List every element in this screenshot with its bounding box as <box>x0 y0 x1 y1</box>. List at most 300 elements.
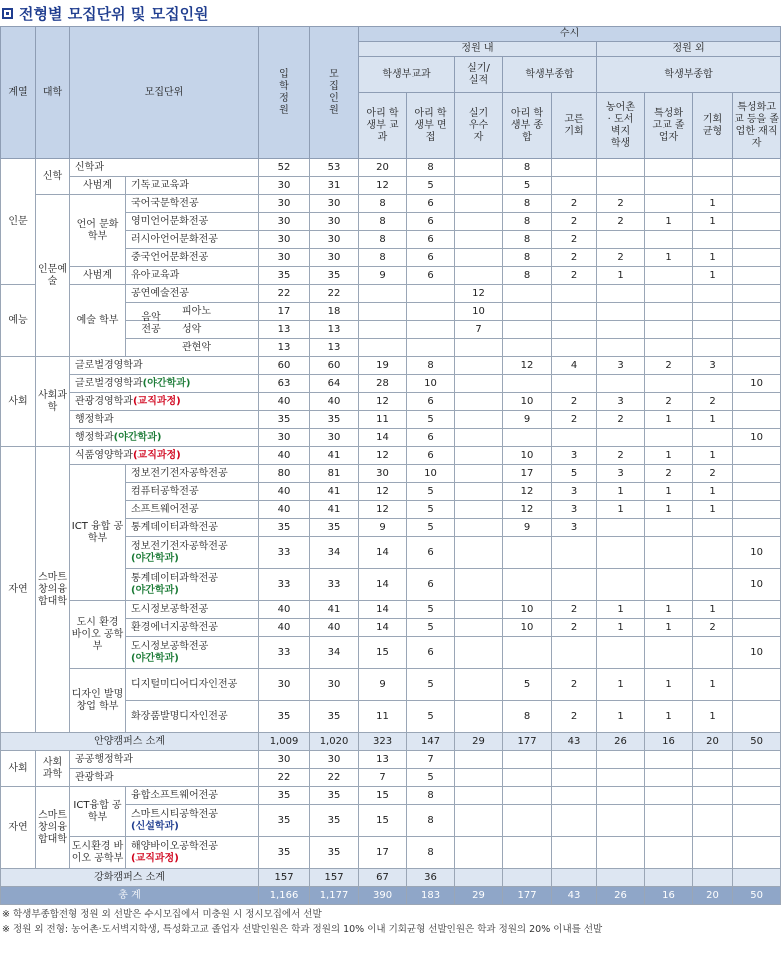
value-cell <box>645 285 693 303</box>
value-cell <box>359 321 407 339</box>
header-hakbu-jonghap-oe: 학생부종합 <box>597 57 781 93</box>
unit-name-text: 국어국문학전공 <box>131 197 199 209</box>
value-cell: 3 <box>552 519 597 537</box>
value-cell <box>455 837 503 869</box>
value-cell <box>733 285 781 303</box>
value-cell: 14 <box>359 429 407 447</box>
table-row <box>1 375 781 393</box>
value-cell <box>693 339 733 357</box>
value-cell <box>552 769 597 787</box>
group-label: 예술 학부 <box>70 285 126 357</box>
value-cell: 1 <box>693 267 733 285</box>
value-cell: 80 <box>259 465 310 483</box>
value-cell <box>597 805 645 837</box>
value-cell <box>455 375 503 393</box>
value-cell <box>552 375 597 393</box>
header-c2: 아리 학생부 면접 <box>407 93 455 159</box>
square-bullet-icon <box>2 8 13 19</box>
value-cell: 9 <box>503 411 552 429</box>
value-cell: 5 <box>407 177 455 195</box>
value-cell: 6 <box>407 447 455 465</box>
value-cell: 13 <box>259 339 310 357</box>
group-label: 사범계 <box>70 177 126 195</box>
value-cell: 60 <box>310 357 359 375</box>
unit-name-text: 기독교교육과 <box>131 179 189 191</box>
unit-name-text: 글로벌경영학과 <box>75 359 143 371</box>
value-cell: 12 <box>503 357 552 375</box>
table-row <box>1 733 781 751</box>
value-cell: 1 <box>645 213 693 231</box>
value-cell: 67 <box>359 869 407 887</box>
value-cell: 1 <box>693 447 733 465</box>
value-cell: 7 <box>359 769 407 787</box>
value-cell: 8 <box>503 267 552 285</box>
value-cell: 3 <box>552 483 597 501</box>
value-cell: 40 <box>259 447 310 465</box>
value-cell <box>503 805 552 837</box>
value-cell: 10 <box>733 537 781 569</box>
value-cell: 18 <box>310 303 359 321</box>
value-cell: 10 <box>733 375 781 393</box>
value-cell <box>733 483 781 501</box>
value-cell <box>552 805 597 837</box>
value-cell: 1 <box>693 601 733 619</box>
value-cell: 35 <box>259 805 310 837</box>
value-cell: 43 <box>552 887 597 905</box>
value-cell: 30 <box>259 751 310 769</box>
unit-tag: (교직과정) <box>132 449 181 461</box>
value-cell: 33 <box>259 569 310 601</box>
value-cell <box>503 429 552 447</box>
unit-name-text: 유아교육과 <box>131 269 180 281</box>
header-c8: 기회 균형 <box>693 93 733 159</box>
header-c3: 실기 우수자 <box>455 93 503 159</box>
value-cell: 6 <box>407 537 455 569</box>
value-cell <box>455 249 503 267</box>
value-cell: 1 <box>597 601 645 619</box>
value-cell: 11 <box>359 411 407 429</box>
value-cell <box>693 429 733 447</box>
value-cell <box>733 339 781 357</box>
value-cell <box>733 619 781 637</box>
value-cell <box>552 303 597 321</box>
value-cell: 52 <box>259 159 310 177</box>
value-cell: 20 <box>359 159 407 177</box>
value-cell <box>597 285 645 303</box>
table-row <box>1 465 781 483</box>
value-cell <box>503 339 552 357</box>
unit-name-text: 화장품발명디자인전공 <box>131 710 228 722</box>
value-cell: 2 <box>552 619 597 637</box>
value-cell: 5 <box>407 769 455 787</box>
unit-name-text: 도시정보공학전공 <box>131 640 209 652</box>
value-cell: 14 <box>359 619 407 637</box>
value-cell: 11 <box>359 701 407 733</box>
value-cell <box>455 769 503 787</box>
unit-tag: (야간학과) <box>131 584 179 596</box>
value-cell <box>645 231 693 249</box>
value-cell: 35 <box>259 267 310 285</box>
value-cell: 41 <box>310 447 359 465</box>
value-cell <box>693 159 733 177</box>
value-cell <box>455 869 503 887</box>
value-cell <box>552 159 597 177</box>
value-cell: 8 <box>407 357 455 375</box>
value-cell: 2 <box>552 411 597 429</box>
value-cell: 1,177 <box>310 887 359 905</box>
value-cell: 10 <box>455 303 503 321</box>
value-cell: 5 <box>407 483 455 501</box>
value-cell: 6 <box>407 195 455 213</box>
group-label: ICT융합 공학부 <box>70 787 126 837</box>
unit-name-text: 신학과 <box>75 161 104 173</box>
value-cell: 30 <box>310 213 359 231</box>
value-cell <box>455 195 503 213</box>
value-cell <box>693 751 733 769</box>
value-cell <box>693 837 733 869</box>
value-cell: 30 <box>310 429 359 447</box>
value-cell <box>597 159 645 177</box>
value-cell <box>455 483 503 501</box>
header-jeongwon-nae: 정원 내 <box>359 42 597 57</box>
unit-name-text: 소프트웨어전공 <box>131 503 199 515</box>
value-cell <box>503 787 552 805</box>
header-ipak: 입학정원 <box>259 27 310 159</box>
value-cell: 33 <box>259 637 310 669</box>
value-cell: 41 <box>310 601 359 619</box>
unit-name-text: 관광경영학과 <box>75 395 133 407</box>
value-cell: 9 <box>359 669 407 701</box>
table-row <box>1 751 781 769</box>
value-cell: 8 <box>407 837 455 869</box>
value-cell <box>455 537 503 569</box>
unit-name <box>126 787 259 805</box>
value-cell: 40 <box>310 619 359 637</box>
value-cell: 30 <box>259 195 310 213</box>
value-cell: 64 <box>310 375 359 393</box>
value-cell: 157 <box>259 869 310 887</box>
value-cell: 29 <box>455 733 503 751</box>
value-cell <box>455 519 503 537</box>
unit-name-text: 정보전기전자공학전공 <box>131 467 228 479</box>
value-cell <box>733 805 781 837</box>
value-cell <box>733 393 781 411</box>
value-cell: 2 <box>693 465 733 483</box>
value-cell: 30 <box>259 249 310 267</box>
value-cell: 30 <box>310 231 359 249</box>
value-cell: 6 <box>407 393 455 411</box>
value-cell <box>552 339 597 357</box>
group-label: 인문예술 <box>36 195 70 357</box>
value-cell: 16 <box>645 733 693 751</box>
unit-tag: (야간학과) <box>131 652 179 664</box>
unit-name <box>126 601 259 619</box>
value-cell <box>455 701 503 733</box>
value-cell: 33 <box>310 569 359 601</box>
value-cell <box>552 321 597 339</box>
value-cell: 30 <box>359 465 407 483</box>
value-cell <box>552 285 597 303</box>
value-cell <box>693 787 733 805</box>
header-mojip: 모집인원 <box>310 27 359 159</box>
value-cell: 3 <box>597 465 645 483</box>
unit-tag: (교직과정) <box>131 852 179 864</box>
value-cell: 2 <box>597 249 645 267</box>
value-cell <box>455 787 503 805</box>
value-cell <box>645 159 693 177</box>
value-cell: 2 <box>645 465 693 483</box>
value-cell <box>597 375 645 393</box>
unit-name <box>126 231 259 249</box>
header-c5: 고른 기회 <box>552 93 597 159</box>
value-cell <box>693 177 733 195</box>
table-row <box>1 177 781 195</box>
value-cell: 14 <box>359 569 407 601</box>
value-cell: 1 <box>645 249 693 267</box>
unit-name <box>126 249 259 267</box>
value-cell: 1 <box>645 447 693 465</box>
unit-name-text: 공공행정학과 <box>75 753 133 765</box>
value-cell: 8 <box>503 701 552 733</box>
value-cell: 5 <box>407 701 455 733</box>
value-cell: 26 <box>597 887 645 905</box>
unit-name <box>126 177 259 195</box>
header-daehak: 대학 <box>36 27 70 159</box>
value-cell: 1 <box>693 411 733 429</box>
unit-name <box>126 465 259 483</box>
value-cell <box>645 837 693 869</box>
value-cell: 34 <box>310 637 359 669</box>
value-cell <box>455 501 503 519</box>
value-cell <box>359 339 407 357</box>
value-cell <box>455 393 503 411</box>
value-cell: 1,009 <box>259 733 310 751</box>
music-major-label: 음악 전공 <box>141 312 161 335</box>
subtotal-label: 총 계 <box>1 887 259 905</box>
value-cell: 30 <box>259 669 310 701</box>
value-cell <box>645 177 693 195</box>
value-cell: 15 <box>359 787 407 805</box>
value-cell <box>455 805 503 837</box>
unit-name <box>70 447 259 465</box>
value-cell: 7 <box>407 751 455 769</box>
value-cell: 22 <box>259 769 310 787</box>
value-cell <box>455 339 503 357</box>
value-cell: 43 <box>552 733 597 751</box>
value-cell: 50 <box>733 733 781 751</box>
unit-name <box>126 285 259 303</box>
value-cell <box>552 537 597 569</box>
value-cell: 35 <box>259 701 310 733</box>
value-cell <box>359 303 407 321</box>
value-cell: 2 <box>597 447 645 465</box>
value-cell <box>407 339 455 357</box>
unit-name <box>70 411 259 429</box>
value-cell <box>503 837 552 869</box>
value-cell: 2 <box>552 195 597 213</box>
value-cell <box>552 787 597 805</box>
unit-tag: (신설학과) <box>131 820 179 832</box>
value-cell: 3 <box>597 393 645 411</box>
value-cell <box>733 837 781 869</box>
value-cell: 3 <box>597 357 645 375</box>
value-cell: 6 <box>407 213 455 231</box>
value-cell: 13 <box>259 321 310 339</box>
value-cell: 10 <box>733 429 781 447</box>
value-cell <box>693 519 733 537</box>
table-row <box>1 285 781 303</box>
value-cell: 1 <box>645 669 693 701</box>
value-cell <box>733 869 781 887</box>
unit-name-text: 관광학과 <box>75 771 114 783</box>
value-cell: 41 <box>310 501 359 519</box>
value-cell <box>645 869 693 887</box>
value-cell: 2 <box>552 669 597 701</box>
unit-name-text: 중국언어문화전공 <box>131 251 209 263</box>
header-susi: 수시 <box>359 27 781 42</box>
unit-name-text: 식품영양학과 <box>75 449 133 461</box>
unit-tag: (야간학과) <box>113 431 162 443</box>
unit-tag: (야간학과) <box>131 552 179 564</box>
value-cell <box>503 637 552 669</box>
unit-name <box>70 393 259 411</box>
value-cell <box>503 537 552 569</box>
value-cell: 13 <box>359 751 407 769</box>
table-row <box>1 393 781 411</box>
value-cell: 3 <box>552 447 597 465</box>
value-cell: 4 <box>552 357 597 375</box>
value-cell: 9 <box>359 267 407 285</box>
value-cell <box>455 619 503 637</box>
table-row <box>1 195 781 213</box>
value-cell: 35 <box>310 837 359 869</box>
unit-name <box>126 483 259 501</box>
value-cell: 35 <box>259 411 310 429</box>
unit-name <box>126 537 259 569</box>
table-row <box>1 869 781 887</box>
value-cell <box>693 637 733 669</box>
value-cell: 8 <box>407 787 455 805</box>
unit-name-text: 피아노 <box>182 305 211 317</box>
unit-name-text: 공연예술전공 <box>131 287 189 299</box>
value-cell: 1 <box>645 411 693 429</box>
value-cell: 2 <box>552 213 597 231</box>
value-cell <box>455 601 503 619</box>
value-cell <box>645 519 693 537</box>
value-cell: 2 <box>693 619 733 637</box>
value-cell: 22 <box>310 769 359 787</box>
value-cell <box>455 213 503 231</box>
value-cell: 34 <box>310 537 359 569</box>
value-cell <box>359 285 407 303</box>
value-cell: 29 <box>455 887 503 905</box>
value-cell: 5 <box>503 669 552 701</box>
value-cell: 26 <box>597 733 645 751</box>
value-cell <box>407 303 455 321</box>
value-cell: 1 <box>645 501 693 519</box>
value-cell: 5 <box>407 669 455 701</box>
value-cell <box>693 805 733 837</box>
value-cell: 2 <box>552 601 597 619</box>
value-cell: 6 <box>407 429 455 447</box>
header-c4: 아리 학생부 종합 <box>503 93 552 159</box>
value-cell <box>645 537 693 569</box>
value-cell: 8 <box>503 159 552 177</box>
value-cell <box>733 357 781 375</box>
group-label: 사회과학 <box>36 357 70 447</box>
unit-name-text: 영미언어문화전공 <box>131 215 209 227</box>
table-row <box>1 159 781 177</box>
unit-name <box>70 751 259 769</box>
value-cell <box>645 637 693 669</box>
value-cell: 1 <box>693 213 733 231</box>
value-cell: 20 <box>693 733 733 751</box>
value-cell <box>733 519 781 537</box>
value-cell: 63 <box>259 375 310 393</box>
value-cell <box>645 321 693 339</box>
value-cell <box>645 339 693 357</box>
unit-name-text: 행정학과 <box>75 413 114 425</box>
value-cell: 30 <box>310 669 359 701</box>
table-row <box>1 601 781 619</box>
value-cell: 35 <box>310 805 359 837</box>
value-cell: 33 <box>259 537 310 569</box>
value-cell: 10 <box>503 393 552 411</box>
value-cell: 1 <box>693 249 733 267</box>
value-cell <box>645 303 693 321</box>
value-cell: 6 <box>407 231 455 249</box>
value-cell: 40 <box>259 483 310 501</box>
unit-name <box>126 837 259 869</box>
value-cell <box>597 751 645 769</box>
value-cell <box>455 411 503 429</box>
group-label: 사범계 <box>70 267 126 285</box>
value-cell <box>693 285 733 303</box>
value-cell <box>645 751 693 769</box>
value-cell: 12 <box>359 483 407 501</box>
unit-name <box>70 769 259 787</box>
value-cell <box>733 177 781 195</box>
unit-name-text: 통계데이터과학전공 <box>131 521 218 533</box>
value-cell <box>597 787 645 805</box>
table-row <box>1 429 781 447</box>
value-cell <box>597 177 645 195</box>
unit-name <box>126 619 259 637</box>
value-cell: 12 <box>503 483 552 501</box>
value-cell: 35 <box>310 267 359 285</box>
footnote-2: ※ 정원 외 전형: 농어촌·도서벽지학생, 특성화고교 졸업자 선발인원은 학과 정원의 10% 이내 기회균형 선발인원은 학과 정원의 20% 이내를 선발 <box>2 923 603 935</box>
value-cell <box>693 231 733 249</box>
value-cell <box>552 569 597 601</box>
unit-name <box>126 669 259 701</box>
value-cell: 6 <box>407 569 455 601</box>
value-cell: 1 <box>645 601 693 619</box>
value-cell: 35 <box>259 519 310 537</box>
value-cell: 28 <box>359 375 407 393</box>
group-label: 스마트 창의융 합대학 <box>36 787 70 869</box>
value-cell <box>503 375 552 393</box>
value-cell <box>645 375 693 393</box>
unit-name <box>126 312 259 339</box>
table-row <box>1 447 781 465</box>
value-cell <box>597 869 645 887</box>
unit-name-text: 통계데이터과학전공 <box>131 572 218 584</box>
unit-name-text: 성악 <box>182 323 202 335</box>
group-label: 자연 <box>1 787 36 869</box>
value-cell: 35 <box>310 701 359 733</box>
value-cell: 323 <box>359 733 407 751</box>
value-cell: 6 <box>407 267 455 285</box>
